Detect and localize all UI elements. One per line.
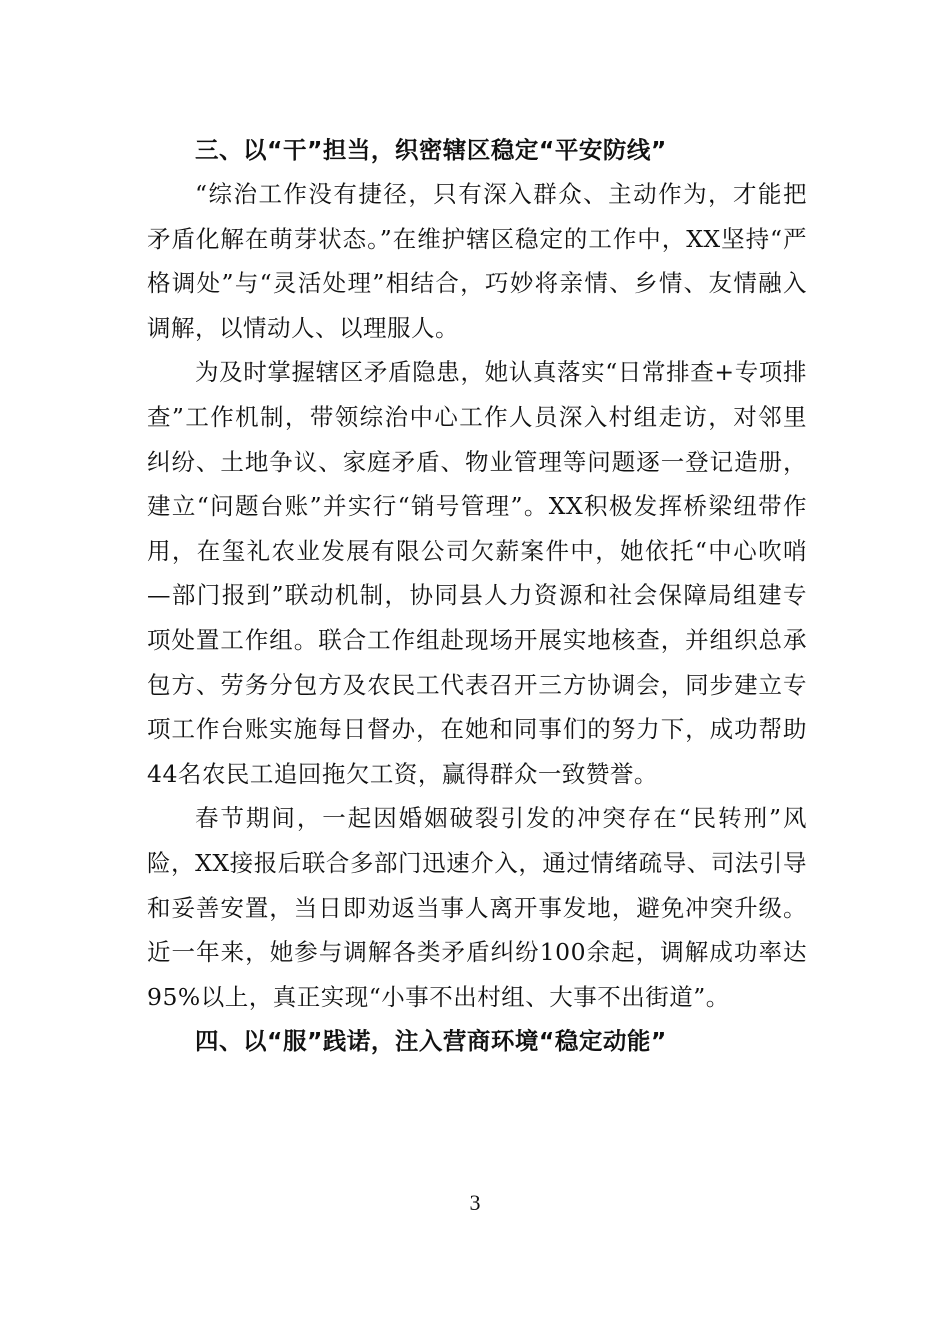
section-heading-4: 四、以“服”践诺，注入营商环境“稳定动能” bbox=[195, 1027, 667, 1056]
page-number: 3 bbox=[469, 1190, 481, 1215]
paragraph-2: 为及时掌握辖区矛盾隐患，她认真落实“日常排查+专项排查”工作机制，带领综治中心工作人员深入村组走访，对邻里纠纷、土地争议、家庭矛盾、物业管理等问题逐一登记造册，建立“问题台账”并实行“销号管理”。XX积极发挥桥梁纽带作用，在玺礼农业发展有限公司欠薪案件中，她依托“中心吹哨—部门报到”联动机制，协同县人力资源和社会保障局组建专项处置工作组。联合工作组赴现场开展实地核查，并组织总承包方、劳务分包方及农民工代表召开三方协调会，同步建立专项工作台账实施每日督办，在她和同事们的努力下，成功帮助44名农民工追回拖欠工资，赢得群众一致赞誉。 bbox=[147, 358, 807, 788]
document-body bbox=[147, 128, 807, 1063]
paragraph-1: “综治工作没有捷径，只有深入群众、主动作为，才能把矛盾化解在萌芽状态。”在维护辖区稳定的工作中，XX坚持“严格调处”与“灵活处理”相结合，巧妙将亲情、乡情、友情融入调解，以情动人、以理服人。 bbox=[147, 180, 807, 342]
section-heading-3: 三、以“干”担当，织密辖区稳定“平安防线” bbox=[195, 136, 667, 164]
paragraph-3: 春节期间，一起因婚姻破裂引发的冲突存在“民转刑”风险，XX接报后联合多部门迅速介入，通过情绪疏导、司法引导和妥善安置，当日即劝返当事人离开事发地，避免冲突升级。近一年来，她参与调解各类矛盾纠纷100余起，调解成功率达95%以上，真正实现“小事不出村组、大事不出街道”。 bbox=[147, 804, 807, 1011]
